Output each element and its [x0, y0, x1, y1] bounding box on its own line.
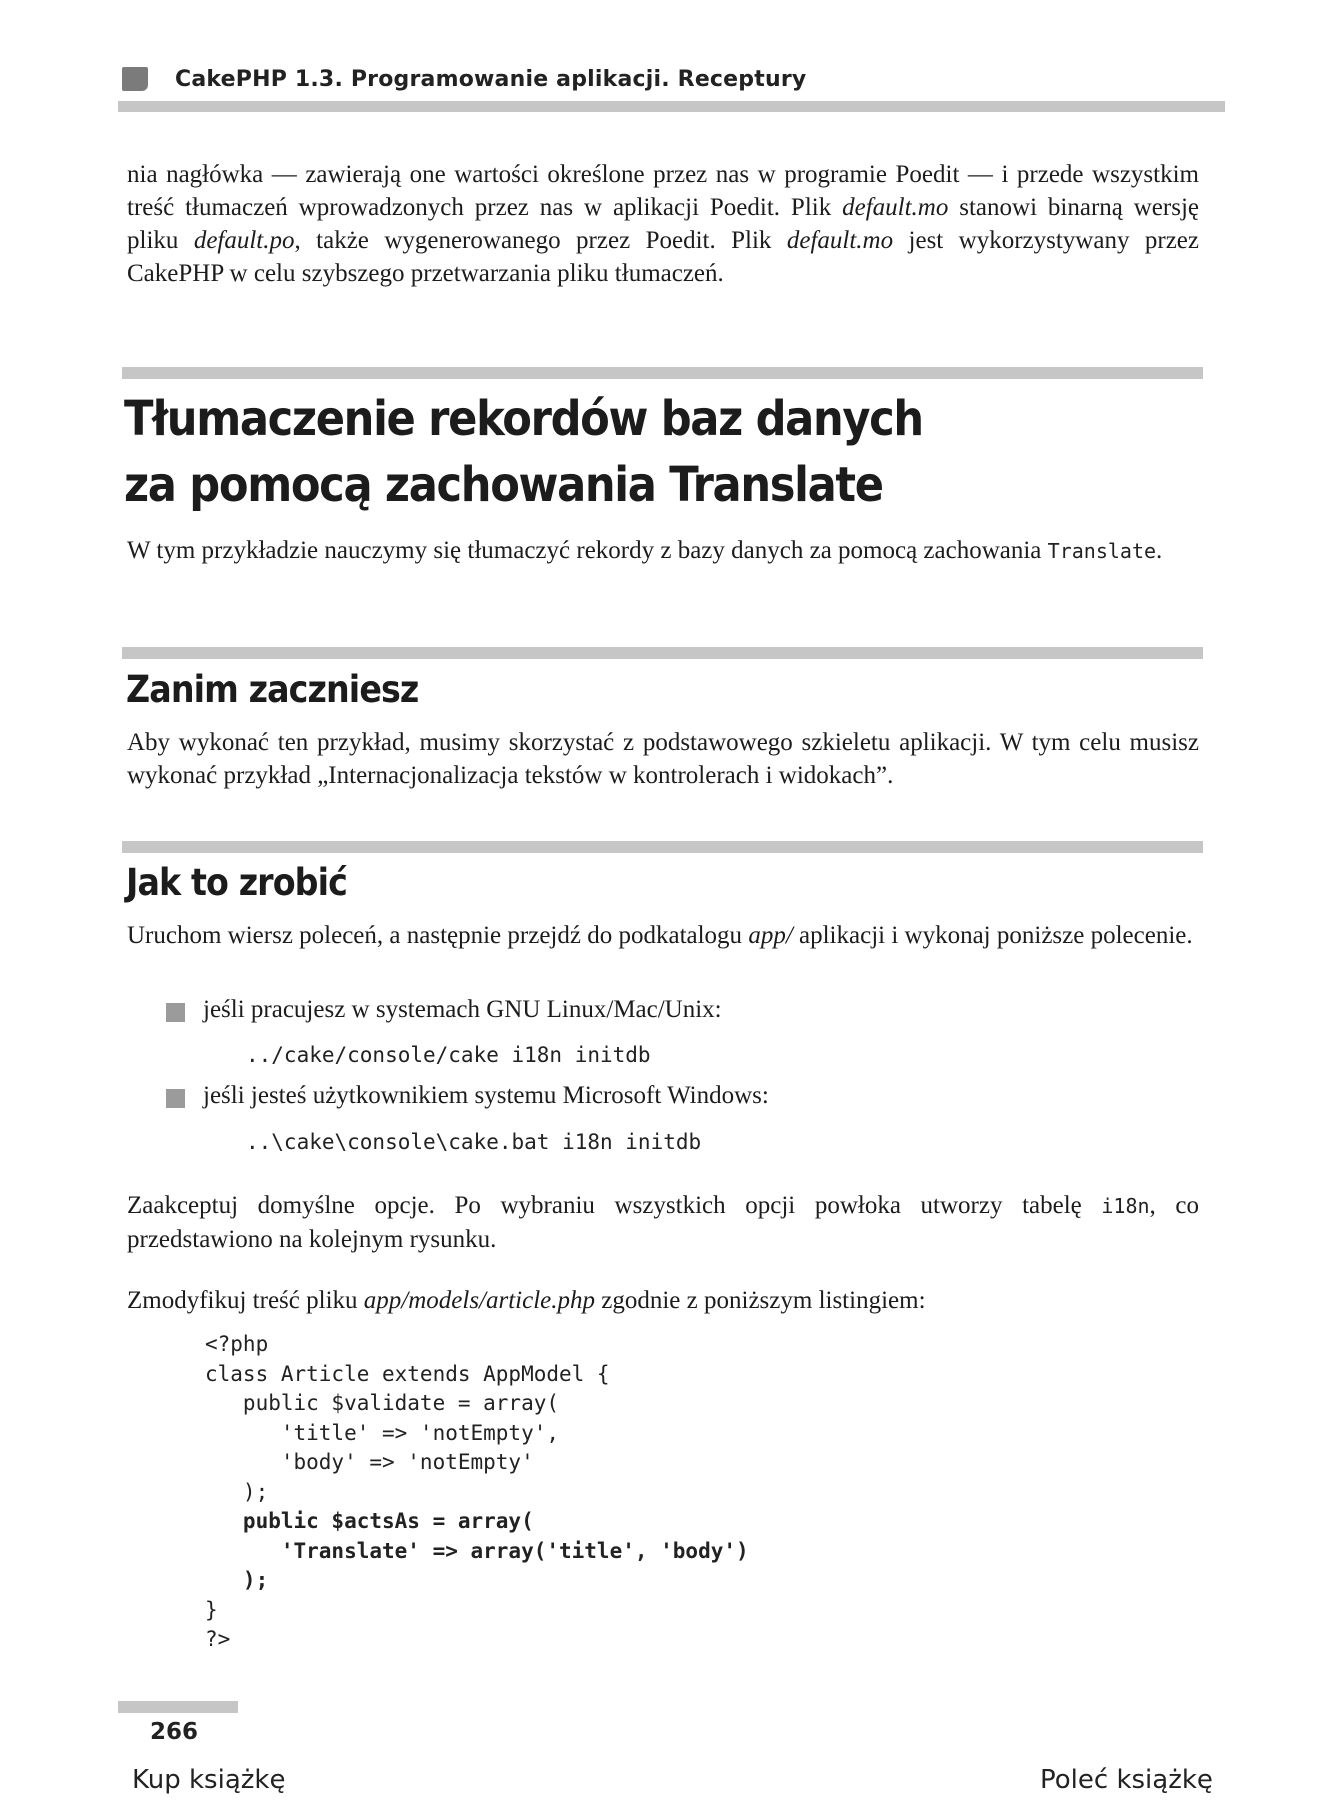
section-rule-before — [122, 647, 1203, 659]
howto-p1-text-a: Uruchom wiersz poleceń, a następnie przejdź do podkatalogu — [127, 922, 749, 949]
intro-paragraph — [127, 158, 1199, 290]
buy-book-link[interactable]: Kup książkę — [132, 1765, 286, 1795]
inline-code-i18n: i18n — [1101, 1194, 1150, 1218]
section-intro-text: W tym przykładzie nauczymy się tłumaczyć rekordy z bazy danych za pomocą zachowania — [127, 537, 1048, 564]
code-line: ); — [205, 1479, 269, 1504]
bullet-item-unix: jeśli pracujesz w systemach GNU Linux/Mac/Unix: — [203, 996, 722, 1023]
running-header-title: CakePHP 1.3. Programowanie aplikacji. Receptury — [175, 67, 807, 92]
intro-text-1: nia nagłówka — zawierają one wartości określone przez nas w programie Poedit — i przede wszystkim treść tłumaczeń wprowadzonych przez nas w aplikacji Poedit. Plik — [127, 161, 1199, 221]
howto-paragraph-1 — [127, 919, 1199, 952]
code-line: 'title' => 'notEmpty', — [205, 1420, 560, 1445]
page-number: 266 — [150, 1719, 199, 1745]
bullet-square-icon — [166, 1089, 185, 1108]
code-line: 'body' => 'notEmpty' — [205, 1450, 534, 1474]
recommend-book-link[interactable]: Poleć książkę — [1040, 1765, 1213, 1795]
howto-p3-path: app/models/article.php — [363, 1287, 596, 1314]
howto-paragraph-3 — [127, 1284, 1199, 1317]
code-line: class Article extends AppModel { — [205, 1361, 610, 1386]
before-paragraph: Aby wykonać ten przykład, musimy skorzystać z podstawowego szkieletu aplikacji. W tym celu musisz wykonać przykład „Internacjonalizacja tekstów w kontrolerach i widokach”. — [127, 729, 1199, 789]
code-listing — [205, 1330, 749, 1655]
howto-p2-text-a: Zaakceptuj domyślne opcje. Po wybraniu wszystkich opcji powłoka utworzy tabelę — [127, 1192, 1102, 1219]
section-intro-paragraph — [127, 534, 1199, 568]
section-title-line-2: za pomocą zachowania Translate — [124, 457, 883, 513]
code-line-highlighted: 'Translate' => array('title', 'body') — [205, 1538, 749, 1563]
howto-p2-text-b: , co przedstawiono na kolejnym rysunku. — [127, 1192, 1199, 1253]
howto-p1-text-b: aplikacji i wykonaj poniższe polecenie. — [792, 922, 1193, 949]
inline-code-translate: Translate — [1047, 539, 1157, 563]
code-line: public $validate = array( — [205, 1391, 560, 1415]
intro-text-2: stanowi binarną wersję pliku — [127, 194, 1199, 254]
howto-p3-text-a: Zmodyfikuj treść pliku — [127, 1287, 364, 1314]
intro-file-2: default.po — [193, 227, 295, 254]
header-marker — [122, 67, 148, 91]
code-line-highlighted: ); — [205, 1568, 269, 1592]
howto-p3-text-b: zgodnie z poniższym listingiem: — [595, 1287, 926, 1314]
intro-text-4: jest wykorzystywany przez CakePHP w celu szybszego przetwarzania pliku tłumaczeń. — [127, 227, 1199, 287]
code-line: ?> — [205, 1627, 231, 1651]
intro-file-1: default.mo — [842, 194, 949, 221]
intro-file-3: default.mo — [786, 227, 894, 254]
howto-paragraph-2 — [127, 1189, 1199, 1256]
code-line: <?php — [205, 1332, 269, 1356]
bullet-item-windows: jeśli jesteś użytkownikiem systemu Microsoft Windows: — [203, 1082, 769, 1109]
code-line-highlighted: public $actsAs = array( — [205, 1509, 534, 1533]
command-unix: ../cake/console/cake i18n initdb — [246, 1043, 651, 1067]
command-windows: ..\cake\console\cake.bat i18n initdb — [246, 1130, 702, 1154]
intro-text-3: , także wygenerowanego przez Poedit. Plik — [294, 227, 787, 254]
header-rule — [118, 101, 1225, 112]
section-rule-main — [122, 367, 1203, 379]
section-title-line-1: Tłumaczenie rekordów baz danych — [124, 391, 923, 447]
subsection-title-before: Zanim zaczniesz — [126, 668, 419, 711]
footer-rule — [118, 1701, 238, 1713]
subsection-title-howto: Jak to zrobić — [126, 861, 347, 904]
section-intro-end: . — [1156, 537, 1163, 564]
section-rule-howto — [122, 841, 1203, 853]
howto-p1-path: app/ — [748, 922, 793, 949]
section-title — [124, 386, 1096, 518]
bullet-square-icon — [166, 1003, 185, 1022]
code-line: } — [205, 1597, 218, 1622]
